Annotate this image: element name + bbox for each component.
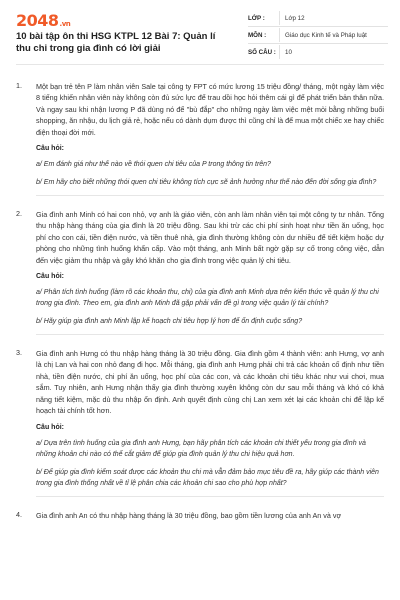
sub-question: a/ Dựa trên tình huống của gia đình anh Hưng, bạn hãy phân tích các khoản chi thiết yếu trong gia đình và những khoản chi nào có thể cắt giảm để giúp gia đình quản lý thu chi hiệu quả hơn.	[36, 439, 366, 458]
meta-row-question-count	[248, 44, 388, 60]
meta-key: MÔN :	[248, 31, 267, 39]
question-text: Gia đình anh Hưng có thu nhập hàng tháng là 30 triệu đồng. Gia đình gồm 4 thành viên: anh Hưng, vợ anh là chị Lan và hai con nhỏ đang đi học. Mỗi tháng, gia đình anh Hưng phải chi trả các khoản cố định như tiền nhà, tiền điện nước, chi phí ăn uống, học phí của các con, và các khoản chi tiêu khác như vui chơi, mua sắm. Tuy nhiên, anh Hưng nhận thấy gia đình thường xuyên không còn dư sau mỗi tháng và khó có khả năng tiết kiệm, mặc dù thu nhập ổn định. Anh quyết định cùng chị Lan xem xét lại các khoản chi để lập kế hoạch tài chính tốt hơn.	[36, 349, 384, 416]
meta-value: Lớp 12	[285, 14, 305, 22]
site-logo[interactable]	[16, 11, 70, 30]
question-label: Câu hỏi:	[36, 273, 64, 281]
question-number: 1.	[16, 81, 22, 90]
question-text: Gia đình anh Minh có hai con nhỏ, vợ anh là giáo viên, còn anh làm nhân viên tại một công ty tư nhân. Tổng thu nhập hàng tháng của gia đình là 20 triệu đồng. Sau khi trừ các chi phí sinh hoạt như tiền ăn uống, học phí cho con cái, tiền điện nước, và tiền thuê nhà, gia đình thường không còn dư nhiều để tiết kiệm hoặc dự phòng cho những tình huống khẩn cấp. Vào một tháng, anh Minh bất ngờ gặp sự cố trong công việc, dẫn đến việc giảm thu nhập và gây khó khăn cho gia đình trong việc quản lý chi tiêu.	[36, 210, 384, 265]
meta-separator	[279, 11, 280, 25]
question-item	[16, 196, 384, 335]
question-number: 4.	[16, 509, 22, 519]
header-divider	[16, 64, 384, 65]
meta-row-subject	[248, 27, 388, 44]
question-item-partial	[16, 497, 384, 521]
logo-suffix: .vn	[59, 20, 71, 28]
question-item	[16, 335, 384, 496]
meta-separator	[279, 28, 280, 42]
question-number: 3.	[16, 348, 22, 358]
sub-question: b/ Hãy giúp gia đình anh Minh lập kế hoạch chi tiêu hợp lý hơn để ổn định cuộc sống?	[36, 318, 303, 326]
meta-key: LỚP :	[248, 14, 265, 22]
question-text-fragment: Gia đình anh An có thu nhập hàng tháng là 30 triệu đồng, bao gồm tiền lương của anh An và vợ	[36, 510, 342, 520]
sub-question: b/ Em hãy cho biết những thói quen chi tiêu không tích cực sẽ ảnh hưởng như thế nào đến đời sống gia đình?	[36, 179, 377, 187]
document-meta-table	[248, 10, 388, 60]
question-list	[16, 68, 384, 521]
question-label: Câu hỏi:	[36, 423, 64, 431]
question-label: Câu hỏi:	[36, 145, 64, 153]
document-title: 10 bài tập ôn thi HSG KTPL 12 Bài 7: Quản lí thu chi trong gia đình có lời giải	[16, 31, 216, 54]
question-item	[16, 68, 384, 196]
logo-text: 2048	[16, 11, 59, 30]
meta-row-grade	[248, 10, 388, 27]
sub-question: a/ Phân tích tình huống (làm rõ các khoản thu, chi) của gia đình anh Minh dựa trên kiến thức về quản lý thu chi trong gia đình. Theo em, gia đình anh Minh đã gặp phải vấn đề gì trong việc quản lý tài chính?	[36, 289, 379, 308]
meta-separator	[279, 45, 280, 59]
question-text: Một bạn trẻ tên P làm nhân viên Sale tại công ty FPT có mức lương 15 triệu đồng/ tháng, một ngày làm việc 8 tiếng khiến nhân viên này không còn đủ sức lực để trau dồi học hỏi thêm cái gì để phát triển bản thân nữa. Và ngay sau khi nhận lương P đã dùng nó để "bù đắp" cho những ngày làm việc mệt mỏi bằng những buổi shopping, ăn nhậu, du lịch giả rẻ, hoặc nếu có dành dụm được thì cũng chỉ là để mua một chiếc xe hay chiếc điện thoại đời mới.	[36, 82, 384, 137]
sub-question: a/ Em đánh giá như thế nào về thói quen chi tiêu của P trong thông tin trên?	[36, 161, 271, 169]
meta-value: Giáo dục Kinh tế và Pháp luật	[285, 31, 367, 39]
question-number: 2.	[16, 209, 22, 219]
sub-question: b/ Để giúp gia đình kiểm soát được các khoản thu chi mà vẫn đảm bảo mục tiêu đề ra, hãy giúp các thành viên trong gia đình thống nhất về tỉ lệ phân chia các khoản chi sao cho phù hợp nhất?	[36, 468, 379, 487]
meta-key: SỐ CÂU :	[248, 48, 276, 56]
meta-value: 10	[285, 48, 292, 56]
